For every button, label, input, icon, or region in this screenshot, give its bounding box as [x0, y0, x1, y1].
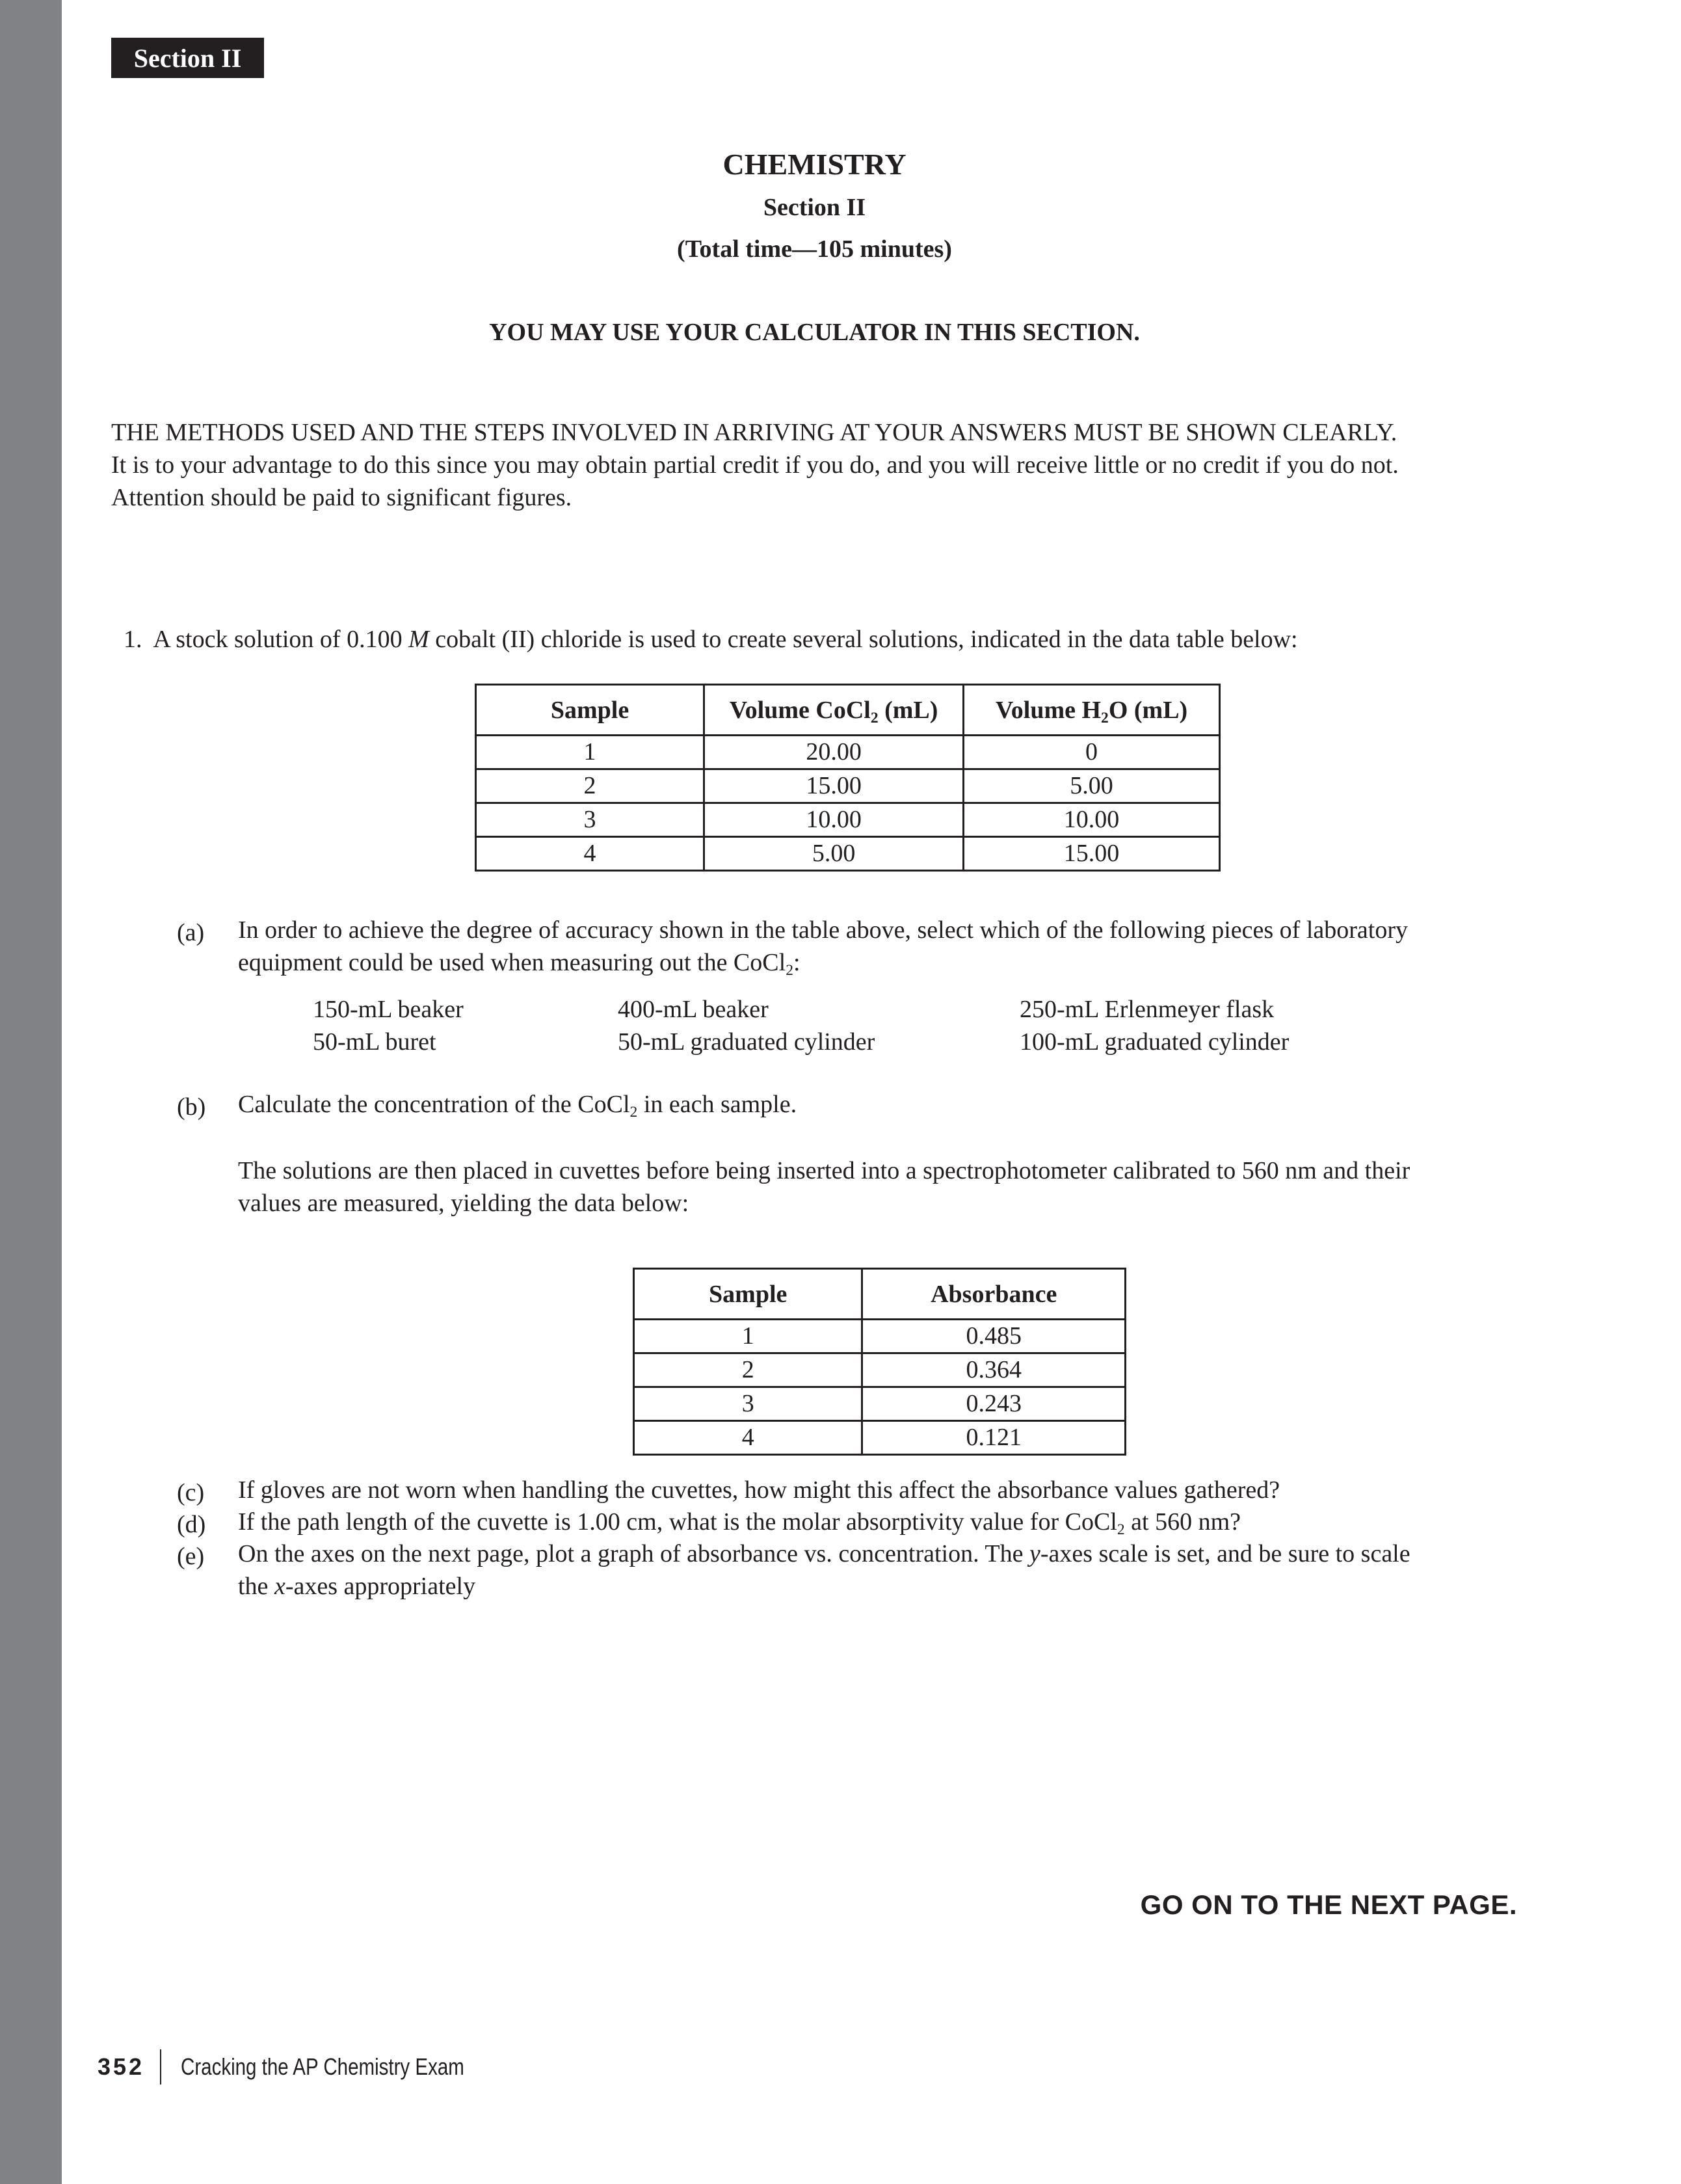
section-badge — [111, 38, 264, 78]
cell-cocl2: 15.00 — [704, 769, 964, 803]
cell-sample: 3 — [634, 1387, 862, 1421]
equipment-option: 150-mL beaker — [313, 996, 464, 1023]
part-c-text: If gloves are not worn when handling the cuvettes, how might this affect the absorbance values gathered? — [238, 1476, 1280, 1504]
cell-cocl2: 10.00 — [704, 803, 964, 837]
table-row — [476, 736, 1220, 769]
spectro-intro-line-2: values are measured, yielding the data below: — [238, 1190, 689, 1217]
table-header-row — [476, 685, 1220, 736]
cell-sample: 1 — [476, 736, 704, 769]
part-e-line-1: On the axes on the next page, plot a graph of absorbance vs. concentration. The y-axes scale is set, and be sure to scale — [238, 1540, 1410, 1567]
instructions-line-2: It is to your advantage to do this since you may obtain partial credit if you do, and you will receive little or no credit if you do not. — [111, 451, 1399, 479]
part-a-label: (a) — [177, 919, 205, 946]
equipment-option: 100-mL graduated cylinder — [1020, 1028, 1290, 1056]
part-e-line-2: the x-axes appropriately — [238, 1573, 476, 1600]
cell-cocl2: 5.00 — [704, 837, 964, 871]
part-a-line-1: In order to achieve the degree of accuracy shown in the table above, select which of the following pieces of laboratory — [238, 916, 1408, 944]
part-c-label: (c) — [177, 1479, 205, 1506]
cell-h2o: 5.00 — [964, 769, 1220, 803]
calculator-notice: YOU MAY USE YOUR CALCULATOR IN THIS SECTION. — [489, 319, 1140, 346]
cell-sample: 4 — [476, 837, 704, 871]
cell-sample: 2 — [634, 1353, 862, 1387]
part-b-text: Calculate the concentration of the CoCl$_2$ in each sample. — [238, 1091, 797, 1121]
page-footer — [98, 2047, 527, 2086]
book-title: Cracking the AP Chemistry Exam — [181, 2053, 464, 2080]
equipment-option: 50-mL buret — [313, 1028, 436, 1056]
instructions-line-3: Attention should be paid to significant figures. — [111, 484, 572, 511]
part-b-label: (b) — [177, 1093, 206, 1121]
question-1-stem — [124, 623, 1298, 656]
cell-cocl2: 20.00 — [704, 736, 964, 769]
cell-absorbance: 0.364 — [862, 1353, 1126, 1387]
cell-sample: 4 — [634, 1421, 862, 1455]
cell-sample: 2 — [476, 769, 704, 803]
stem-text-a: A stock solution of 0.100 — [153, 626, 409, 653]
table-header-row — [634, 1269, 1126, 1320]
part-d-text: If the path length of the cuvette is 1.00 cm, what is the molar absorptivity value for CoCl$_2$ at 560 nm? — [238, 1508, 1241, 1539]
cell-sample: 1 — [634, 1320, 862, 1353]
total-time: (Total time—105 minutes) — [677, 235, 952, 263]
cell-absorbance: 0.243 — [862, 1387, 1126, 1421]
table-row — [476, 837, 1220, 871]
header-sample: Sample — [634, 1269, 862, 1320]
go-on-next-page: GO ON TO THE NEXT PAGE. — [1140, 1889, 1517, 1920]
instructions — [111, 416, 1399, 514]
spectro-intro — [238, 1154, 1410, 1219]
instructions-line-1: THE METHODS USED AND THE STEPS INVOLVED IN ARRIVING AT YOUR ANSWERS MUST BE SHOWN CLEARLY. — [111, 419, 1397, 446]
header-absorbance: Absorbance — [862, 1269, 1126, 1320]
part-a-line-2: equipment could be used when measuring out the CoCl$_2$: — [238, 949, 801, 979]
dilution-table — [475, 684, 1221, 872]
cell-h2o: 0 — [964, 736, 1220, 769]
absorbance-table — [633, 1268, 1126, 1456]
page-gutter-bar — [0, 0, 62, 2184]
section-subtitle: Section II — [763, 194, 866, 221]
cell-h2o: 10.00 — [964, 803, 1220, 837]
equipment-option: 50-mL graduated cylinder — [618, 1028, 875, 1056]
part-e-text — [238, 1538, 1410, 1603]
table-row — [476, 769, 1220, 803]
part-a-text — [238, 914, 1408, 979]
cell-h2o: 15.00 — [964, 837, 1220, 871]
table-row — [634, 1353, 1126, 1387]
footer-divider — [160, 2049, 161, 2084]
page-number: 352 — [98, 2053, 145, 2080]
part-e-label: (e) — [177, 1543, 205, 1570]
section-badge-label: Section II — [133, 43, 242, 73]
header-sample: Sample — [476, 685, 704, 736]
molarity-unit: M — [408, 626, 429, 653]
part-d-label: (d) — [177, 1511, 206, 1538]
equipment-option: 250-mL Erlenmeyer flask — [1020, 996, 1275, 1023]
header-volume-cocl2: Volume CoCl$_2$ (mL) — [704, 685, 964, 736]
cell-absorbance: 0.121 — [862, 1421, 1126, 1455]
page-title: CHEMISTRY — [722, 148, 907, 181]
table-row — [634, 1320, 1126, 1353]
stem-text-b: cobalt (II) chloride is used to create several solutions, indicated in the data table below: — [429, 626, 1298, 653]
question-number: 1. — [124, 626, 142, 653]
table-row — [634, 1421, 1126, 1455]
equipment-option: 400-mL beaker — [618, 996, 769, 1023]
spectro-intro-line-1: The solutions are then placed in cuvettes before being inserted into a spectrophotometer calibrated to 560 nm and their — [238, 1157, 1410, 1184]
table-row — [476, 803, 1220, 837]
table-row — [634, 1387, 1126, 1421]
cell-absorbance: 0.485 — [862, 1320, 1126, 1353]
cell-sample: 3 — [476, 803, 704, 837]
header-volume-h2o: Volume $H_2O$ (mL) — [964, 685, 1220, 736]
